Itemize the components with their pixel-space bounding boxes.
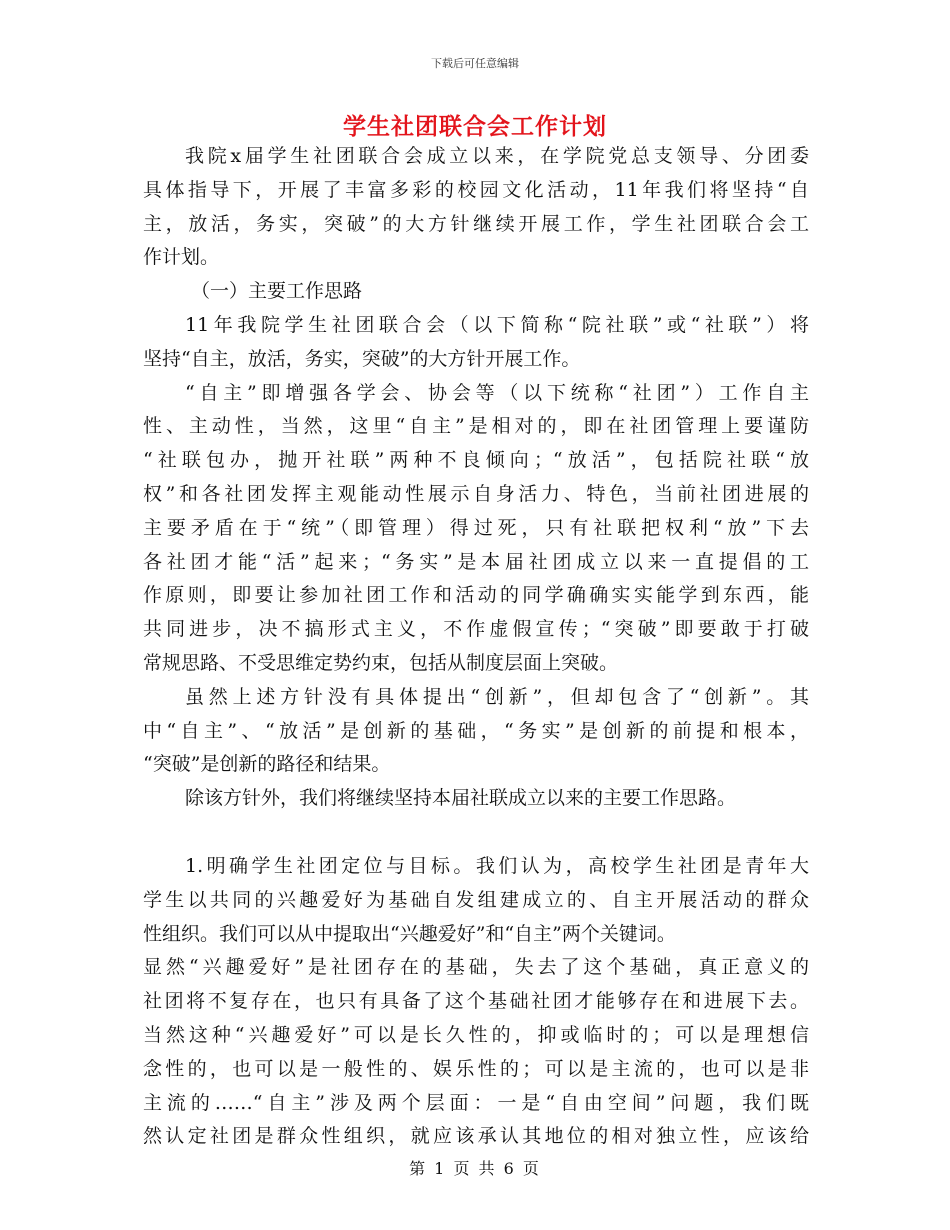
body-line: 作原则，即要让参加社团工作和活动的同学确确实实能学到东西，能: [143, 584, 809, 607]
body-line: 社团将不复存在，也只有具备了这个基础社团才能够存在和进展下去。: [143, 990, 809, 1013]
body-line: 具体指导下，开展了丰富多彩的校园文化活动，11年我们将坚持“自: [143, 178, 809, 201]
body-line: 学生以共同的兴趣爱好为基础自发组建成立的、自主开展活动的群众: [143, 888, 809, 911]
body-line: 常规思路、不受思维定势约束，包括从制度层面上突破。: [143, 651, 619, 674]
body-line: “社联包办，抛开社联”两种不良倾向；“放活”，包括院社联“放: [143, 449, 809, 472]
body-line: 共同进步，决不搞形式主义，不作虚假宣传；“突破”即要敢于打破: [143, 618, 809, 641]
document-body: [143, 140, 809, 1154]
body-line: 中“自主”、“放活”是创新的基础，“务实”是创新的前提和根本，: [143, 719, 809, 742]
body-line: 当然这种“兴趣爱好”可以是长久性的，抑或临时的；可以是理想信: [143, 1023, 809, 1046]
body-line: 权”和各社团发挥主观能动性展示自身活力、特色，当前社团进展的: [143, 482, 809, 505]
body-line: 1.明确学生社团定位与目标。我们认为，高校学生社团是青年大: [185, 854, 809, 877]
body-line: 虽然上述方针没有具体提出“创新”，但却包含了“创新”。其: [185, 685, 809, 708]
body-line: 我院x届学生社团联合会成立以来，在学院党总支领导、分团委: [185, 145, 809, 167]
body-line: 显然“兴趣爱好”是社团存在的基础，失去了这个基础，真正意义的: [143, 956, 809, 979]
body-line: 主，放活，务实，突破”的大方针继续开展工作，学生社团联合会工: [143, 212, 809, 235]
page-footer: 第 1 页 共 6 页: [409, 1159, 541, 1178]
body-line: 主流的……“自主”涉及两个层面：一是“自由空间”问题，我们既: [143, 1091, 809, 1114]
paragraph-gap: [143, 816, 809, 850]
body-line: 11年我院学生社团联合会（以下简称“院社联”或“社联”）将: [185, 313, 809, 336]
body-line: 然认定社团是群众性组织，就应该承认其地位的相对独立性，应该给: [143, 1125, 809, 1148]
body-line: 主要矛盾在于“统”（即管理）得过死，只有社联把权利“放”下去: [143, 516, 809, 539]
body-line: 坚持“自主，放活，务实，突破”的大方针开展工作。: [143, 347, 581, 370]
document-title: 学生社团联合会工作计划: [343, 113, 607, 140]
body-line: “自主”即增强各学会、协会等（以下统称“社团”）工作自主: [185, 381, 809, 404]
body-line: “突破”是创新的路径和结果。: [143, 753, 391, 776]
body-line: 性组织。我们可以从中提取出“兴趣爱好”和“自主”两个关键词。: [143, 922, 676, 945]
body-line: 作计划。: [143, 246, 220, 269]
body-line: 各社团才能“活”起来；“务实”是本届社团成立以来一直提倡的工: [143, 550, 809, 573]
body-line: 念性的，也可以是一般性的、娱乐性的；可以是主流的，也可以是非: [143, 1057, 809, 1080]
section-heading: （一）主要工作思路: [191, 280, 363, 303]
header-note: 下载后可任意编辑: [431, 57, 519, 70]
body-line: 性、主动性，当然，这里“自主”是相对的，即在社团管理上要谨防: [143, 415, 809, 438]
body-line: 除该方针外，我们将继续坚持本届社联成立以来的主要工作思路。: [185, 787, 737, 810]
